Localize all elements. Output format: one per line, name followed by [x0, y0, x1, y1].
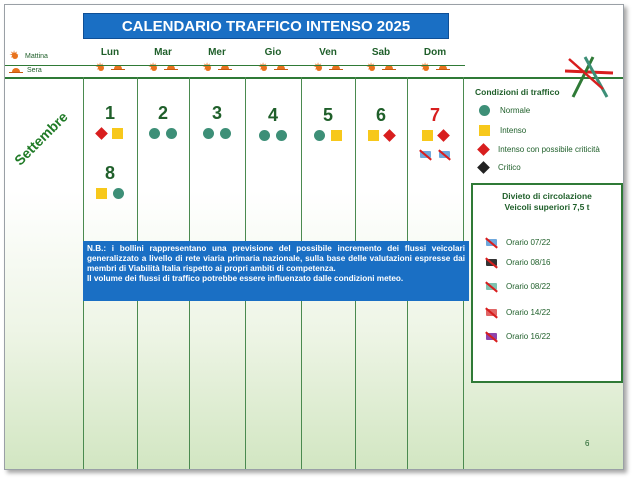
condition-normale [479, 105, 530, 116]
day-number: 3 [211, 103, 222, 123]
day-number: 5 [322, 105, 333, 125]
black-diamond-icon [477, 161, 490, 174]
day-header-ven [301, 47, 355, 77]
day-header-sab [355, 47, 407, 77]
truck-ban-panel [471, 183, 623, 383]
day-header-lun [83, 47, 137, 77]
day-number: 8 [104, 163, 115, 183]
sun-icon [313, 62, 325, 74]
condition-intenso-criticita [479, 145, 600, 154]
grid-line [5, 65, 465, 66]
day-number: 4 [267, 105, 278, 125]
sun-icon [258, 62, 270, 74]
day-header-dom [407, 47, 463, 77]
time-legend-morning-label: Mattina [25, 52, 48, 60]
note-box [83, 241, 469, 301]
green-dot-icon [259, 130, 270, 141]
condition-intenso [479, 125, 526, 136]
day-cell-4[interactable] [245, 105, 301, 141]
ban-label: Orario 08/16 [506, 258, 551, 267]
green-dot-icon [166, 128, 177, 139]
truck-ban-icon [419, 149, 432, 160]
ban-label: Orario 08/22 [506, 282, 551, 291]
day-cell-3[interactable] [189, 103, 245, 139]
day-number: 7 [429, 105, 440, 125]
green-dot-icon [149, 128, 160, 139]
note-text-weather: Il volume dei flussi di traffico potrebbe essere influenzato dalle condizioni meteo. [87, 274, 404, 283]
truck-ban-icon [485, 237, 498, 248]
day-name: Mer [208, 47, 226, 58]
yellow-square-icon [96, 188, 107, 199]
day-name: Gio [264, 47, 282, 58]
condition-label: Normale [500, 106, 531, 115]
sun-icon [366, 62, 378, 74]
ban-label: Orario 07/22 [506, 238, 551, 247]
sunset-icon [382, 62, 396, 72]
red-diamond-icon [95, 127, 108, 140]
yellow-square-icon [112, 128, 123, 139]
sunset-icon [164, 62, 178, 72]
sun-icon [202, 62, 214, 74]
time-legend-morning [9, 49, 48, 63]
truck-ban-icon [485, 281, 498, 292]
day-name: Dom [423, 47, 447, 58]
sun-icon [9, 50, 21, 62]
time-legend [9, 49, 48, 77]
sun-icon [420, 62, 432, 74]
red-diamond-icon [477, 143, 490, 156]
ban-item-0816 [485, 257, 550, 268]
sunset-icon [274, 62, 288, 72]
sunset-icon [9, 65, 23, 75]
ban-title-line2: Veicoli superiori 7,5 t [504, 202, 590, 212]
day-name: Lun [100, 47, 120, 58]
conditions-title: Condizioni di traffico [475, 87, 560, 97]
truck-ban-icon [485, 331, 498, 342]
condition-critico [479, 163, 521, 172]
day-number: 1 [104, 103, 115, 123]
truck-ban-icon [485, 307, 498, 318]
green-dot-icon [203, 128, 214, 139]
green-dot-icon [220, 128, 231, 139]
time-legend-evening-label: Sera [27, 66, 42, 74]
truck-ban-icon [438, 149, 451, 160]
ban-label: Orario 14/22 [506, 308, 551, 317]
day-header-mar [137, 47, 189, 77]
day-cell-7[interactable] [407, 105, 463, 160]
viabilita-logo-icon [563, 53, 615, 101]
sun-icon [148, 62, 160, 74]
slide [4, 4, 624, 470]
page-number: 6 [585, 439, 590, 448]
ban-item-1422 [485, 307, 550, 318]
day-number: 2 [157, 103, 168, 123]
day-cell-5[interactable] [301, 105, 355, 141]
ban-item-0822 [485, 281, 550, 292]
ban-item-1622 [485, 331, 550, 342]
condition-label: Intenso con possibile criticità [498, 145, 600, 154]
sun-icon [95, 62, 107, 74]
green-dot-icon [276, 130, 287, 141]
day-cell-2[interactable] [137, 103, 189, 139]
truck-ban-icon [485, 257, 498, 268]
green-dot-icon [314, 130, 325, 141]
sunset-icon [111, 62, 125, 72]
sunset-icon [329, 62, 343, 72]
day-name: Ven [319, 47, 337, 58]
condition-label: Intenso [500, 126, 527, 135]
day-cell-1[interactable] [83, 103, 137, 139]
note-text: N.B.: i bollini rappresentano una previsione del possibile incremento dei flussi veicolari generalizzato a livello di rete viaria primaria nazionale, sulla base delle valutazioni espresse dai membri di Viabilità Italia rispetto ai propri ambiti di competenza. [87, 244, 465, 273]
red-diamond-icon [437, 129, 450, 142]
page-title: CALENDARIO TRAFFICO INTENSO 2025 [83, 13, 449, 39]
yellow-square-icon [331, 130, 342, 141]
sunset-icon [218, 62, 232, 72]
day-header-gio [245, 47, 301, 77]
ban-title [473, 191, 621, 213]
condition-label: Critico [498, 163, 521, 172]
day-cell-8[interactable] [83, 163, 137, 199]
ban-item-0722 [485, 237, 550, 248]
yellow-square-icon [479, 125, 490, 136]
day-name: Mar [154, 47, 172, 58]
yellow-square-icon [422, 130, 433, 141]
red-diamond-icon [383, 129, 396, 142]
day-number: 6 [375, 105, 386, 125]
day-header-mer [189, 47, 245, 77]
sunset-icon [436, 62, 450, 72]
day-cell-6[interactable] [355, 105, 407, 141]
green-dot-icon [113, 188, 124, 199]
ban-label: Orario 16/22 [506, 332, 551, 341]
day-name: Sab [371, 47, 391, 58]
green-dot-icon [479, 105, 490, 116]
grid-line [5, 77, 624, 79]
yellow-square-icon [368, 130, 379, 141]
month-label: Settembre [11, 108, 71, 169]
ban-title-line1: Divieto di circolazione [502, 191, 592, 201]
